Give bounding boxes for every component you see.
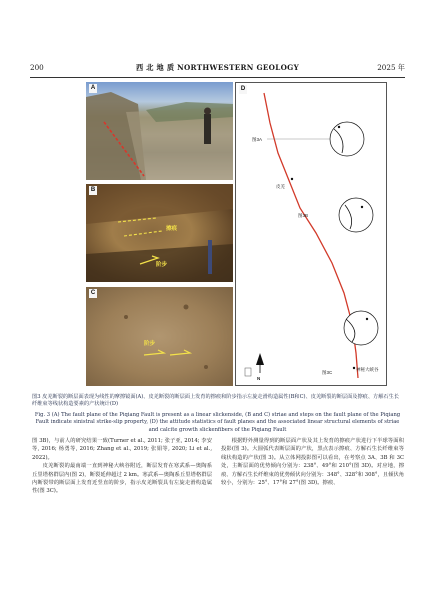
panel-a-scene bbox=[86, 82, 233, 180]
figure-caption-english: Fig. 3 (A) The fault plane of the Piqiang Fault is present as a linear slickenside, (B and C) striae and steps on the fault plane of the Piqiang Fault indicate sinistral strike-slip property, (D) the attitude statistics of fault planes and the associated linear structural elements of striae and calcite growth slickenfibers of the Piqiang Fault bbox=[34, 412, 401, 433]
stereonet-3a bbox=[330, 122, 364, 156]
header-rule bbox=[30, 77, 405, 78]
label-fig3a: 图3A bbox=[252, 137, 263, 142]
body-paragraph: 图 3B)，与前人的研究结果一致(Turner et al., 2011; 张子亚, 2014; 李安等, 2016; 杨勇等, 2016; Zhang et al., 2019; 张娟等, 2020; Li et al., 2022)。 bbox=[32, 438, 212, 461]
north-arrow bbox=[256, 353, 264, 373]
geologist-figure bbox=[204, 114, 211, 144]
panel-c-scene bbox=[86, 287, 233, 386]
panel-d-map-drawing bbox=[236, 83, 387, 386]
north-label: N bbox=[257, 376, 261, 381]
body-paragraph: 根据野外测量得到的断层面产状及其上发育的擦痕产状进行下半球等面积投影(图 3)。大圆弧代表断层面的产状，黑点表示擦痕、方解石生长纤维束等线状构造的产状(图 3)。从立体网投影图可以看出，在考察点 3A、3B 和 3C 处，主断层面的优势倾向分别为：238°、49°和 210°(图 3D)。对应地，擦痕、方解石生长纤维束的优势倾伏向分别为：348°、328°和 308°，且倾伏角较小，分别为：25°、17°和 27°(图 3D)。擦痕、 bbox=[221, 438, 404, 487]
annotation-steps: 阶步 bbox=[156, 262, 168, 268]
panel-label-b: B bbox=[90, 187, 96, 193]
figure-panel-b-photo bbox=[86, 184, 233, 282]
panel-label-c: C bbox=[90, 290, 96, 296]
label-fig3b: 图3B bbox=[298, 213, 309, 218]
body-column-right bbox=[221, 437, 404, 487]
figure-panel-c-photo bbox=[86, 287, 233, 386]
figure-panel-a-photo bbox=[86, 82, 233, 180]
page-number: 200 bbox=[30, 63, 44, 72]
label-shenmi-canyon: 神秘大峡谷 bbox=[356, 367, 379, 372]
stereonet-3c bbox=[344, 311, 378, 345]
label-pihu: 皮羌 bbox=[276, 184, 285, 189]
location-shenmi-canyon bbox=[353, 367, 355, 369]
panel-label-a: A bbox=[90, 85, 96, 91]
figure-panel-d-map bbox=[235, 82, 387, 386]
label-fig3c: 图3C bbox=[322, 370, 333, 375]
journal-title: 西 北 地 质 NORTHWESTERN GEOLOGY bbox=[135, 63, 300, 72]
scale-bar bbox=[245, 368, 251, 376]
hammer-handle bbox=[208, 240, 212, 274]
body-paragraph: 皮羌断裂的最南端一直到神秘大峡谷附近，断层发育在寒武系—奥陶系丘里塔格群层内(图 2)，断裂延伸超过 2 km。寒武系—奥陶系丘里塔格群层内断裂带的断层面上发育近竖直的阶步，指示皮羌断裂具有左旋走滑构造属性(图 3C)。 bbox=[32, 463, 212, 495]
figure-caption-chinese: 图3 皮羌断裂的断层面表现为线性的摩擦镜面(A)、皮羌断裂的断层面上发育的擦痕和阶步指示左旋走滑构造属性(B和C)、皮羌断裂的断层面及擦痕、方解石生长纤维束等线状构造要素的产状统计(D) bbox=[32, 394, 399, 408]
running-header bbox=[30, 62, 405, 74]
step-arrow-c1 bbox=[144, 350, 164, 355]
panel-label-d: D bbox=[240, 86, 246, 92]
annotation-striae: 擦痕 bbox=[166, 226, 178, 232]
publication-year: 2025 年 bbox=[377, 63, 405, 72]
location-pihu bbox=[291, 178, 293, 180]
annotation-steps-c: 阶步 bbox=[144, 341, 156, 347]
body-column-left bbox=[32, 437, 212, 496]
stereonet-3b bbox=[339, 198, 373, 232]
